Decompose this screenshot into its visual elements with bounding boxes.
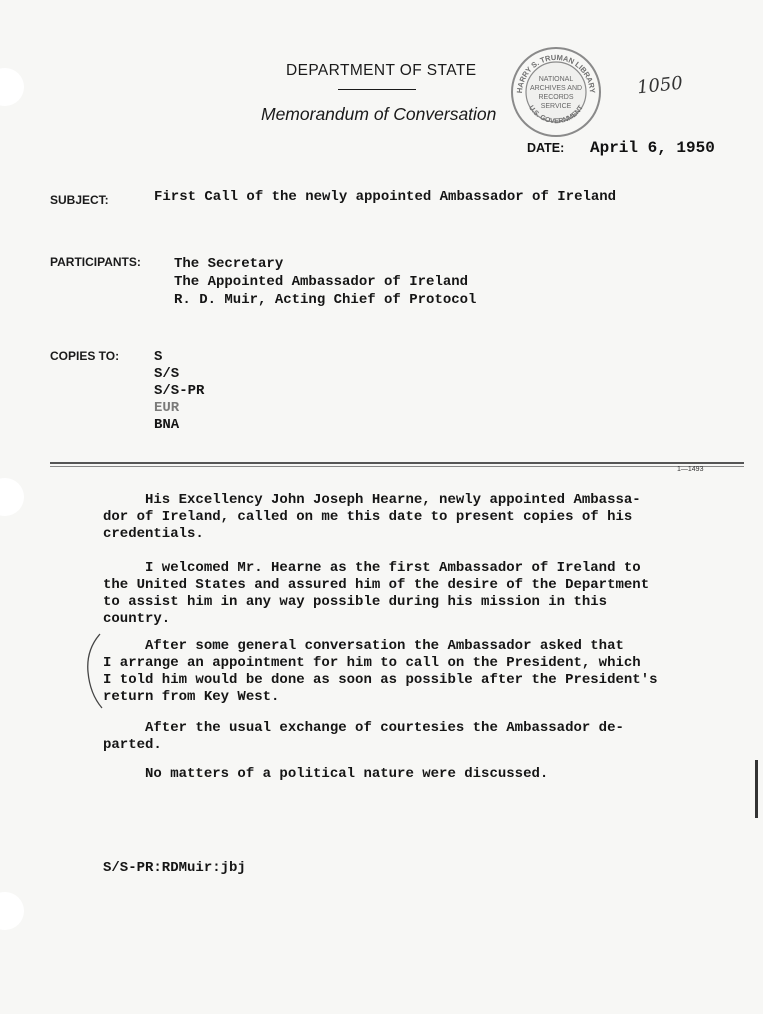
signature-initials: S/S-PR:RDMuir:jbj — [103, 860, 246, 876]
paragraph-line: country. — [103, 611, 171, 627]
paragraph-line: the United States and assured him of the desire of the Department — [103, 577, 650, 593]
body-paragraph-2 — [103, 560, 743, 628]
stamp-ring-bottom: U.S. GOVERNMENT — [527, 104, 585, 126]
paragraph-line: parted. — [103, 737, 162, 753]
punch-hole-middle — [0, 478, 24, 516]
copies-label: COPIES TO: — [50, 349, 120, 363]
participant-item: The Secretary — [174, 256, 284, 272]
participant-item: The Appointed Ambassador of Ireland — [174, 274, 469, 290]
stamp-line-3: RECORDS — [538, 94, 574, 101]
stamp-line-1: NATIONAL — [538, 76, 574, 83]
participants-label: PARTICIPANTS: — [50, 255, 141, 269]
paragraph-line: to assist him in any way possible during his mission in this — [103, 594, 608, 610]
paragraph-line: I arrange an appointment for him to call on the President, which — [103, 655, 641, 671]
paragraph-line: His Excellency John Joseph Hearne, newly appointed Ambassa- — [103, 492, 641, 508]
participant-item: R. D. Muir, Acting Chief of Protocol — [174, 292, 477, 308]
subject-value: First Call of the newly appointed Ambassador of Ireland — [154, 189, 617, 205]
paragraph-line: credentials. — [103, 526, 204, 542]
stamp-ring-top: HARRY S. TRUMAN LIBRARY — [514, 52, 598, 94]
margin-bracket-mark — [82, 632, 104, 710]
section-divider — [50, 462, 744, 464]
copy-item: EUR — [154, 400, 180, 416]
punch-hole-bottom — [0, 892, 24, 930]
copy-item: BNA — [154, 417, 180, 433]
section-divider-thin — [50, 466, 744, 467]
paragraph-line: After the usual exchange of courtesies the Ambassador de- — [103, 720, 624, 736]
date-label: DATE: — [527, 141, 565, 155]
copy-item: S — [154, 349, 163, 365]
body-paragraph-5 — [103, 766, 743, 783]
stamp-line-4: SERVICE — [540, 103, 572, 110]
department-heading: DEPARTMENT OF STATE — [286, 62, 477, 79]
punch-hole-top — [0, 68, 24, 106]
subject-label: SUBJECT: — [50, 193, 109, 207]
body-paragraph-3 — [103, 638, 743, 706]
participants-list — [174, 255, 476, 309]
handwritten-page-number: 1050 — [636, 72, 684, 99]
stamp-line-2: ARCHIVES AND — [529, 85, 583, 92]
paragraph-line: return from Key West. — [103, 689, 280, 705]
paragraph-line: No matters of a political nature were discussed. — [103, 766, 549, 782]
memo-title: Memorandum of Conversation — [261, 104, 497, 124]
archives-seal-stamp — [508, 44, 604, 140]
margin-edge-mark — [755, 760, 758, 818]
heading-rule — [338, 89, 416, 90]
body-paragraph-1 — [103, 492, 743, 543]
copies-list — [154, 349, 204, 434]
copy-item: S/S — [154, 366, 180, 382]
paragraph-line: dor of Ireland, called on me this date to present copies of his — [103, 509, 633, 525]
date-value: April 6, 1950 — [590, 139, 715, 157]
paragraph-line: I welcomed Mr. Hearne as the first Ambassador of Ireland to — [103, 560, 641, 576]
paragraph-line: After some general conversation the Ambassador asked that — [103, 638, 624, 654]
paragraph-line: I told him would be done as soon as possible after the President's — [103, 672, 658, 688]
copy-item: S/S-PR — [154, 383, 205, 399]
body-paragraph-4 — [103, 720, 743, 754]
form-number: 1—1493 — [677, 466, 704, 473]
